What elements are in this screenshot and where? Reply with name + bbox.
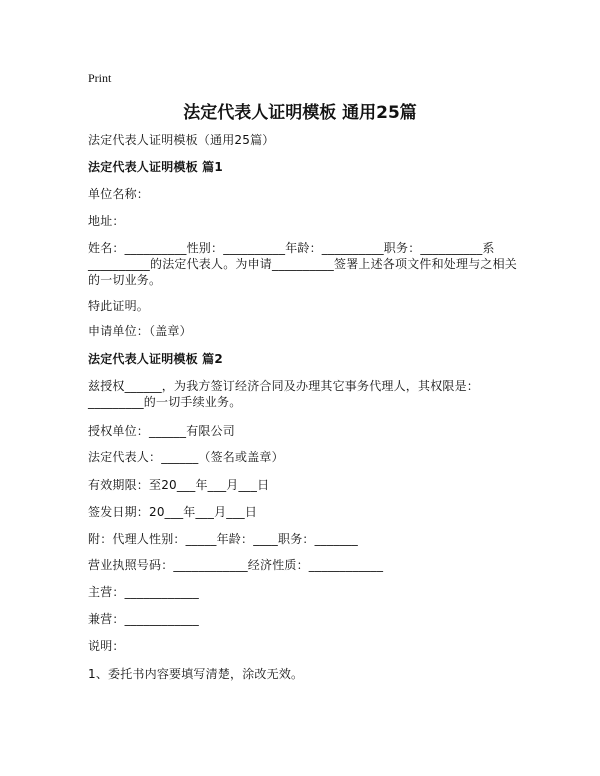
field-address: 地址： [88,214,125,228]
field-agent-info: 附：代理人性别：_____年龄：____职务：_______ [88,532,359,546]
section-heading-2: 法定代表人证明模板 篇2 [88,352,223,366]
field-authorizing-unit: 授权单位：______有限公司 [88,424,236,438]
field-unit-name: 单位名称： [88,187,150,201]
note-item-1: 1、委托书内容要填写清楚，涂改无效。 [88,667,304,681]
field-main-business: 主营：____________ [88,585,200,599]
section-heading-1: 法定代表人证明模板 篇1 [88,160,223,174]
field-secondary-business: 兼营：____________ [88,612,200,626]
print-link[interactable]: Print [88,71,112,85]
document-subtitle: 法定代表人证明模板（通用25篇） [88,133,275,147]
notes-label: 说明： [88,639,125,653]
paragraph-authorization: 兹授权______，为我方签订经济合同及办理其它事务代理人，其权限是：_________的一切手续业务。 [88,379,480,409]
document-title: 法定代表人证明模板 通用25篇 [183,103,417,123]
field-license-number: 营业执照号码：____________经济性质：____________ [88,558,384,572]
paragraph-representative: 姓名：__________性别：__________年龄：__________职务：__________系__________的法定代表人。为申请__________签署上述各项文件和处理与之相关的一切业务。 [88,241,518,287]
applicant-unit: 申请单位：（盖章） [88,324,192,338]
certify-text: 特此证明。 [88,299,150,313]
field-issue-date: 签发日期：20___年___月___日 [88,505,258,519]
field-legal-representative: 法定代表人：______（签名或盖章） [88,450,284,464]
field-validity: 有效期限：至20___年___月___日 [88,478,270,492]
